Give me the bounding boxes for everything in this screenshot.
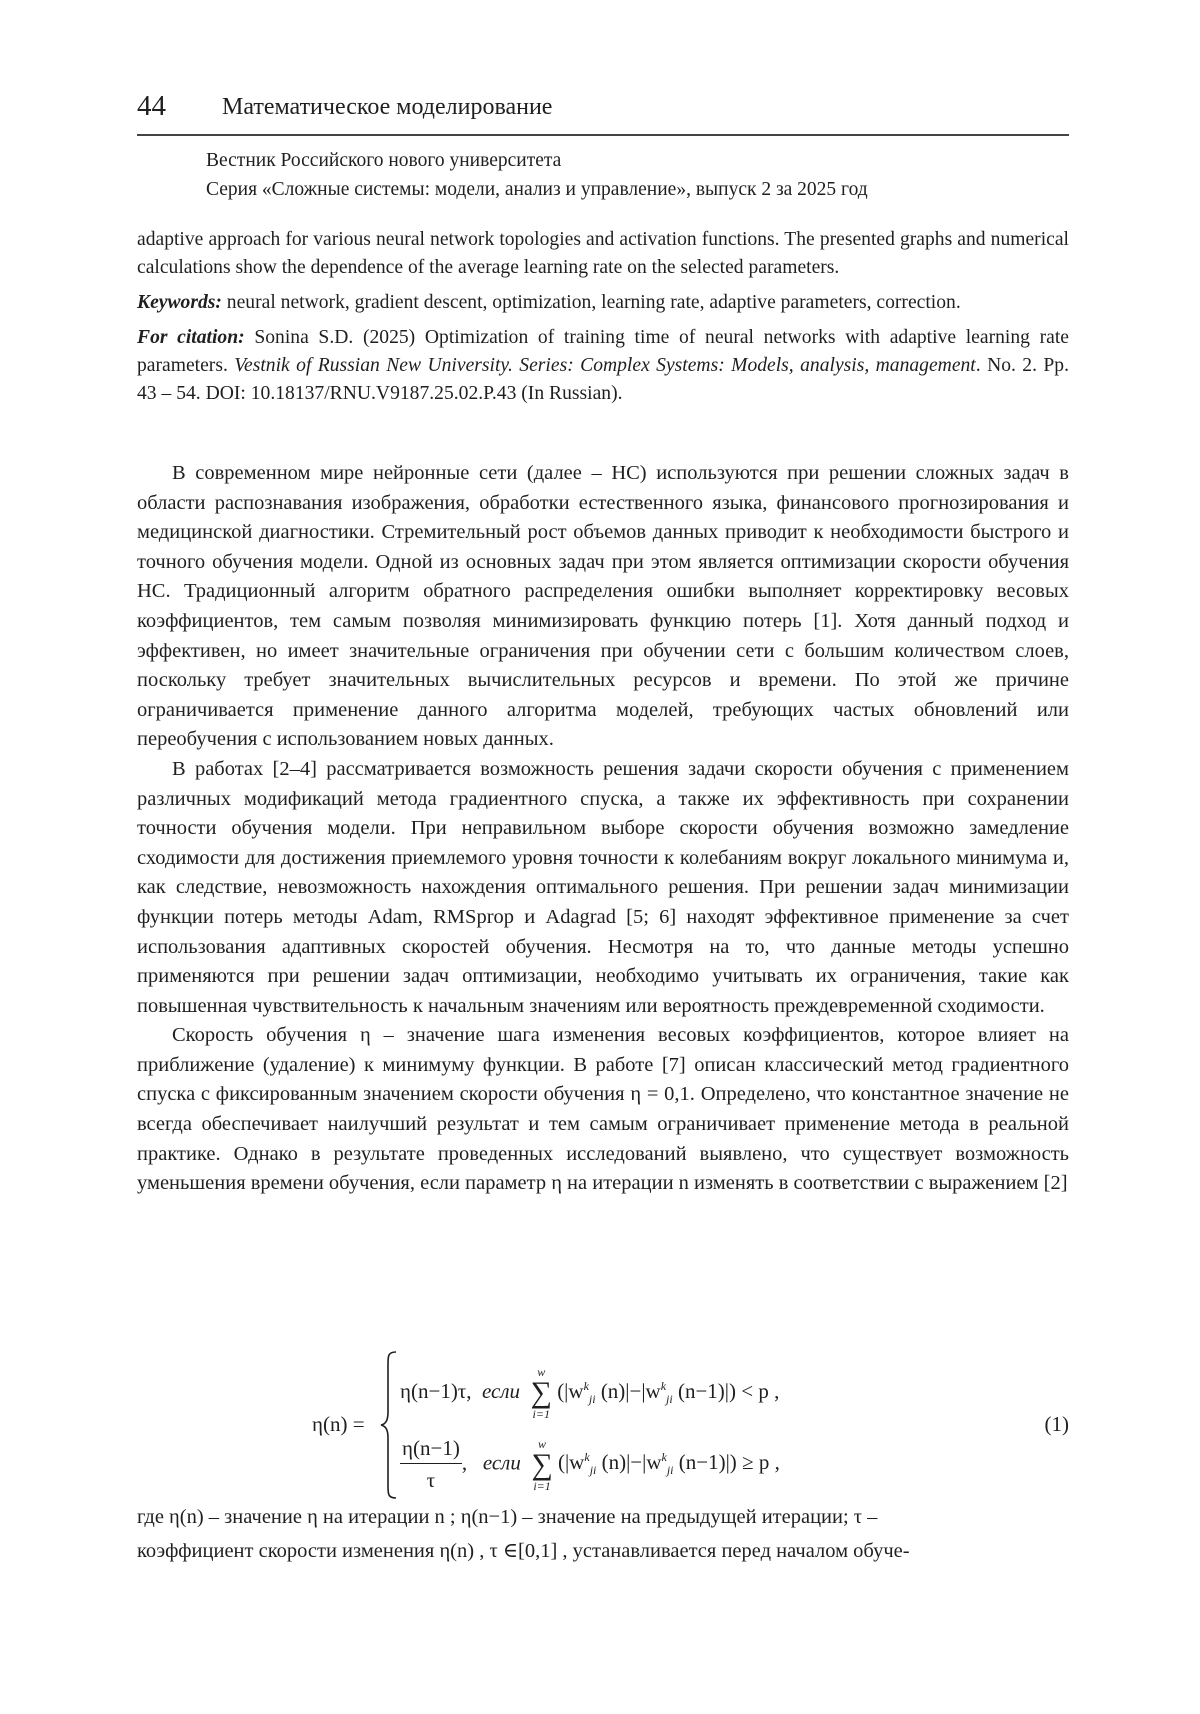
main-text xyxy=(137,459,1069,1199)
formula-lhs: η(n) = xyxy=(312,1412,365,1436)
keywords-label: Keywords: xyxy=(137,292,222,313)
journal-series: Серия «Сложные системы: модели, анализ и управление», выпуск 2 за 2025 год xyxy=(206,179,868,200)
case1-expression: η(n−1)τ, xyxy=(400,1378,472,1403)
citation-authors: Sonina S.D. (2025) Optimization of training time of neural networks with adaptive learning rate parameters. xyxy=(137,327,1069,376)
case2-denominator: τ xyxy=(426,1468,436,1492)
formula-case-2: $\frac{\eta(n-1)}{\tau}$ , если w ∑ i=1 ($|w^k_{ji}$ $(n)|-|w^k_{ji}$ (n−1)|) ≥ p , xyxy=(402,1436,780,1493)
sum-upper-2: w xyxy=(538,1436,547,1451)
sum-upper-1: w xyxy=(537,1365,546,1379)
formula-case-1 xyxy=(400,1366,779,1420)
case1-relation: < p , xyxy=(736,1378,780,1403)
case2-relation: ≥ p , xyxy=(736,1450,780,1475)
citation xyxy=(137,324,1069,408)
citation-details: . No. 2. Pp. 43 – 54. DOI: 10.18137/RNU.V9187.25.02.P.43 (In Russian). xyxy=(137,355,1069,404)
section-title: Математическое моделирование xyxy=(222,94,553,120)
case2-condition-word: если xyxy=(482,1450,521,1475)
explanation-line-1: где η(n) – значение η на итерации n ; η(n−1) – значение на предыдущей итерации; τ – xyxy=(137,1506,878,1528)
explanation-line-2: коэффициент скорости изменения η(n) , τ ∈[0,1] , устанавливается перед началом обуче- xyxy=(137,1540,910,1562)
sum-lower-1: i=1 xyxy=(532,1407,550,1421)
journal-info xyxy=(206,146,868,204)
equation-1 xyxy=(137,1350,1069,1500)
running-header xyxy=(137,88,1069,136)
citation-label: For citation: xyxy=(137,327,245,348)
english-abstract xyxy=(137,226,1069,408)
case1-inner: ($|w^k_{ji}$ $(n)|-|w^k_{ji}$ (n−1)|) < p , xyxy=(557,1378,780,1406)
sum-symbol-1: w ∑ i=1 xyxy=(530,1365,552,1421)
sum-symbol-2: w ∑ i=1 xyxy=(531,1436,553,1493)
case2-numerator: η(n−1) xyxy=(400,1436,462,1464)
case1-condition-word: если xyxy=(482,1378,521,1403)
abstract-tail: adaptive approach for various neural network topologies and activation functions. The presented graphs and numerical calculations show the dependence of the average learning rate on the selected parameters. xyxy=(137,229,1069,278)
citation-journal: Vestnik of Russian New University. Series: Complex Systems: Models, analysis, management xyxy=(234,355,976,376)
formula-explanation xyxy=(137,1500,1069,1568)
equation-number: (1) xyxy=(1044,1412,1069,1436)
keywords-list: neural network, gradient descent, optimization, learning rate, adaptive parameters, correction. xyxy=(221,292,961,313)
paragraph-2: В работах [2–4] рассматривается возможность решения задачи скорости обучения с применением различных модификаций метода градиентного спуска, а также их эффективность при сохранении точности обучения модели. При неправильном выборе скорости обучения возможно замедление сходимости для достижения приемлемого уровня точности к колебаниям вокруг локального минимума и, как следствие, невозможность нахождения оптимального решения. При решении задач минимизации функции потерь методы Adam, RMSprop и Adagrad [5; 6] находят эффективное применение за счет использования адаптивных скоростей обучения. Несмотря на то, что данные методы успешно применяются при решении задач оптимизации, необходимо учитывать их ограничения, такие как повышенная чувствительность к начальным значениям или вероятность преждевременной сходимости. xyxy=(137,757,1069,1017)
case2-inner: ($|w^k_{ji}$ $(n)|-|w^k_{ji}$ (n−1)|) ≥ p , xyxy=(557,1450,780,1478)
paragraph-3: Скорость обучения η – значение шага изменения весовых коэффициентов, которое влияет на приближение (удаление) к минимуму функции. В работе [7] описан классический метод градиентного спуска с фиксированным значением скорости обучения η = 0,1. Определено, что константное значение не всегда обеспечивает наилучший результат и тем самым ограничивает применение метода в реальной практике. Однако в результате проведенных исследований выявлено, что существует возможность уменьшения времени обучения, если параметр η на итерации n изменять в соответствии с выражением [2] xyxy=(137,1024,1069,1195)
left-brace xyxy=(380,1350,398,1500)
paragraph-1: В современном мире нейронные сети (далее – НС) используются при решении сложных задач в области распознавания изображения, обработки естественного языка, финансового прогнозирования и медицинской диагностики. Стремительный рост объемов данных приводит к необходимости быстрого и точного обучения модели. Одной из основных задач при этом является оптимизации скорости обучения НС. Традиционный алгоритм обратного распределения ошибки выполняет корректировку весовых коэффициентов, тем самым позволяя минимизировать функцию потерь [1]. Хотя данный подход и эффективен, но имеет значительные ограничения при обучении сети с большим количеством слоев, поскольку требует значительных вычислительных ресурсов и времени. По этой же причине ограничивается применение данного алгоритма моделей, требующих частых обновлений или переобучения с использованием новых данных. xyxy=(137,462,1069,751)
page-number: 44 xyxy=(137,90,166,122)
keywords xyxy=(137,289,1069,317)
case2-fraction xyxy=(400,1436,462,1493)
sum-lower-2: i=1 xyxy=(533,1478,551,1493)
journal-name: Вестник Российского нового университета xyxy=(206,150,562,171)
